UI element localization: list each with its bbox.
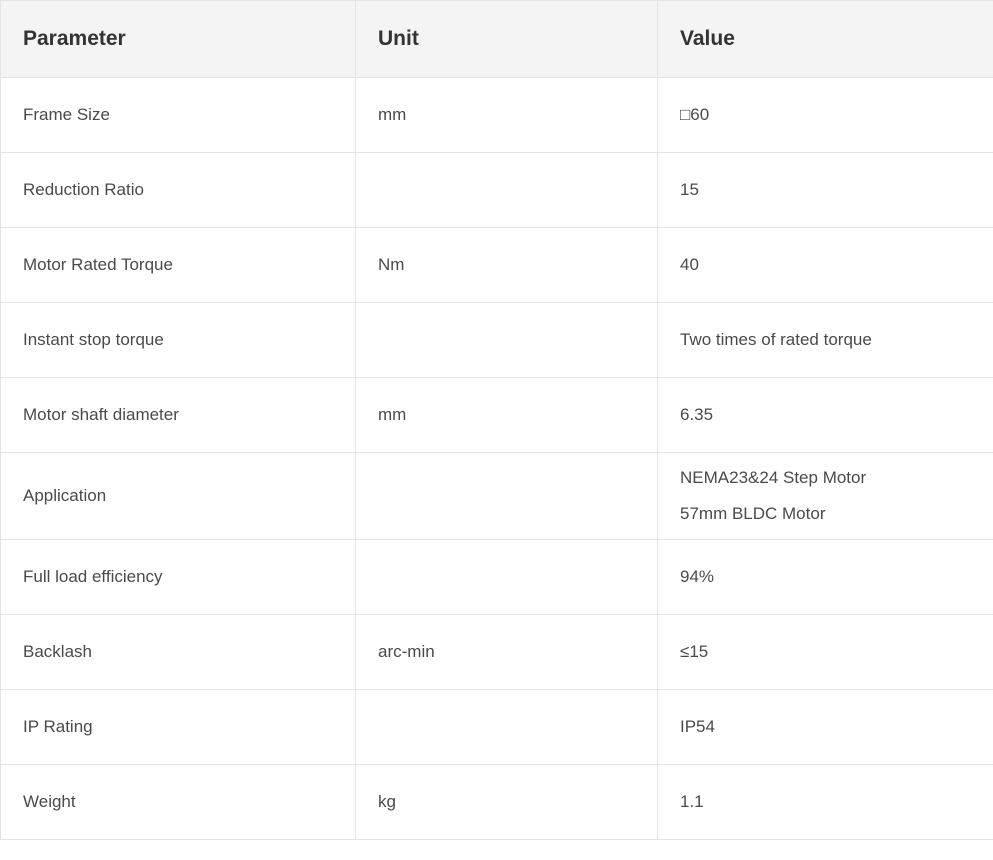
cell-value: IP54: [658, 690, 993, 765]
cell-unit: kg: [356, 765, 658, 840]
cell-value: 15: [658, 153, 993, 228]
table-header: [1, 1, 993, 78]
table-row: [1, 228, 993, 303]
table-row: [1, 153, 993, 228]
table-row: [1, 453, 993, 540]
cell-parameter: Backlash: [1, 615, 356, 690]
cell-value: [658, 453, 993, 540]
cell-unit: mm: [356, 78, 658, 153]
cell-value-line-1: NEMA23&24 Step Motor: [680, 467, 867, 487]
cell-parameter: Frame Size: [1, 78, 356, 153]
cell-unit: mm: [356, 378, 658, 453]
cell-parameter: Reduction Ratio: [1, 153, 356, 228]
cell-value: □60: [658, 78, 993, 153]
cell-value: 6.35: [658, 378, 993, 453]
table-row: [1, 540, 993, 615]
cell-value: 94%: [658, 540, 993, 615]
cell-value: 1.1: [658, 765, 993, 840]
cell-unit: [356, 153, 658, 228]
cell-unit: [356, 690, 658, 765]
cell-parameter: Motor Rated Torque: [1, 228, 356, 303]
cell-unit: [356, 303, 658, 378]
cell-parameter: Full load efficiency: [1, 540, 356, 615]
cell-value-line-2: 57mm BLDC Motor: [680, 503, 826, 523]
table-row: [1, 615, 993, 690]
table-row: [1, 303, 993, 378]
cell-value: ≤15: [658, 615, 993, 690]
cell-value: 40: [658, 228, 993, 303]
table-header-row: [1, 1, 993, 78]
table-row: [1, 765, 993, 840]
cell-parameter: Motor shaft diameter: [1, 378, 356, 453]
cell-parameter: Weight: [1, 765, 356, 840]
cell-unit: arc-min: [356, 615, 658, 690]
column-header-value: Value: [658, 1, 993, 78]
cell-parameter: IP Rating: [1, 690, 356, 765]
table-row: [1, 378, 993, 453]
column-header-unit: Unit: [356, 1, 658, 78]
cell-parameter: Application: [1, 453, 356, 540]
cell-unit: [356, 453, 658, 540]
cell-parameter: Instant stop torque: [1, 303, 356, 378]
table-row: [1, 690, 993, 765]
table-body: [1, 78, 993, 840]
cell-unit: Nm: [356, 228, 658, 303]
cell-unit: [356, 540, 658, 615]
cell-value: Two times of rated torque: [658, 303, 993, 378]
column-header-parameter: Parameter: [1, 1, 356, 78]
table-row: [1, 78, 993, 153]
